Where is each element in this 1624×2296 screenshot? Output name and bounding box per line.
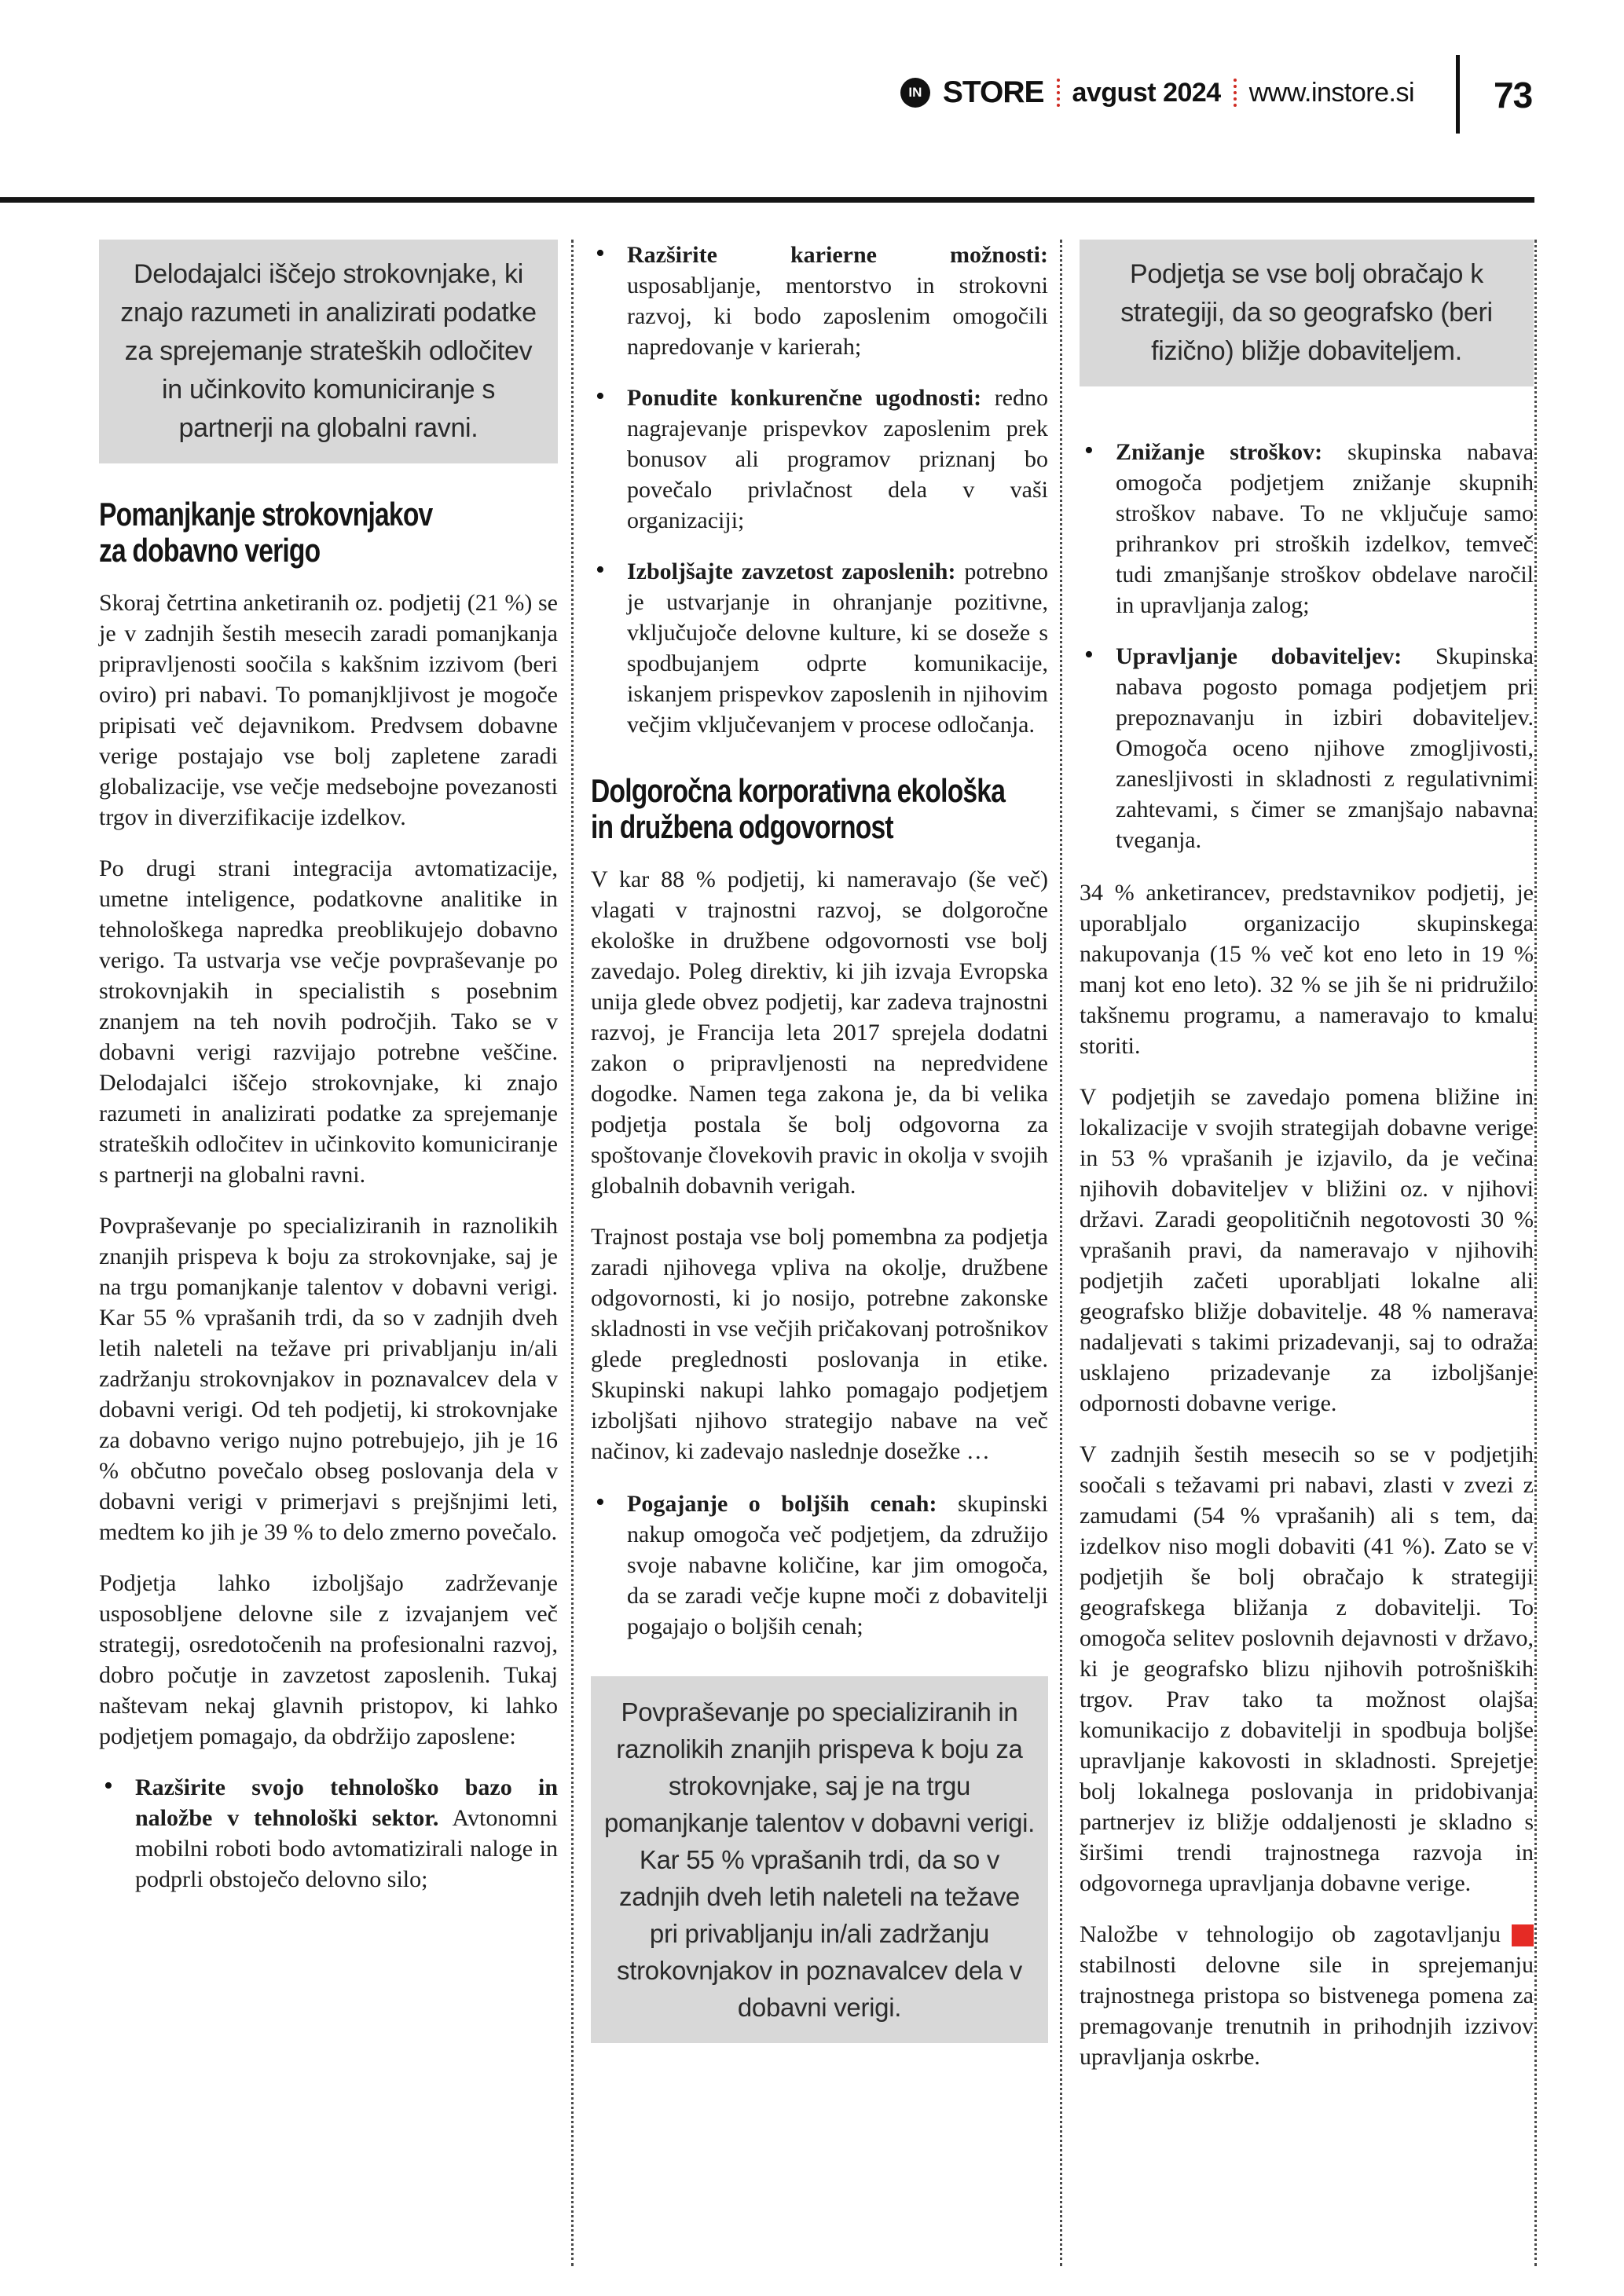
bullet-item	[1080, 641, 1534, 855]
column-3	[1080, 240, 1534, 2072]
column-2	[591, 240, 1048, 2043]
bullet-item	[591, 1489, 1048, 1642]
pull-quote: Delodajalci iščejo strokovnjake, ki znajo razumeti in analizirati podatke za sprejemanje strateških odločitev in učinkovito komuniciranje s partnerji na globalni ravni.	[99, 240, 558, 463]
paragraph-text: Naložbe v tehnologijo ob zagotavljanju stabilnosti delovne sile in sprejemanju trajnostnega pristopa so bistvenega pomena za premagovanje trenutnih in prihodnjih izzivov upravljanja oskrbe.	[1080, 1921, 1534, 2070]
bullet-dot-icon: •	[104, 1771, 113, 1800]
column-separator	[1060, 240, 1062, 2266]
pull-quote: Povpraševanje po specializiranih in raznolikih znanjih prispeva k boju za strokovnjake, saj je na trgu pomanjkanje talentov v dobavni verigi. Kar 55 % vprašanih trdi, da so v zadnjih dveh letih naleteli na težave pri privabljanju in/ali zadržanju strokovnjakov in poznavalcev dela v dobavni verigi.	[591, 1676, 1048, 2043]
header-vertical-bar	[1456, 55, 1460, 134]
body-paragraph: 34 % anketirancev, predstavnikov podjetij, je uporabljalo organizacijo skupinskega nakupovanja (15 % več kot eno leto in 19 % manj kot eno leto). 32 % se jih še ni pridružilo takšnemu programu, a nameravajo to kmalu storiti.	[1080, 880, 1534, 1059]
body-paragraph: Po drugi strani integracija avtomatizacije, umetne inteligence, podatkovne analitike in tehnološkega napredka preoblikujejo dobavno verigo. Ta ustvarja vse večje povpraševanje po strokovnjakih in specialistih s posebnim znanjem na teh novih področjih. Tako se v dobavni verigi razvijajo potrebne veščine. Delodajalci iščejo strokovnjake, ki znajo razumeti in analizirati podatke za sprejemanje strateških odločitev in učinkovito komuniciranje s partnerji na globalni ravni.	[99, 855, 558, 1188]
bullet-text: usposabljanje, mentorstvo in strokovni razvoj, ki bodo zaposlenim omogočili napredovanje v karierah;	[627, 273, 1048, 360]
body-paragraph: Povpraševanje po specializiranih in raznolikih znanjih prispeva k boju za strokovnjake, saj je na trgu pomanjkanje talentov v dobavni verigi. Kar 55 % vprašanih trdi, da so v zadnjih dveh letih naleteli na težave pri privabljanju in/ali zadržanju strokovnjakov in poznavalcev dela v dobavni verigi. Od teh podjetij, ki strokovnjake za dobavno verigo nujno potrebujejo, jih je 16 % občutno povečalo obseg poslovanja dela v dobavni verigi v primerjavi s prejšnjimi leti, medtem ko jih je 39 % to delo zmerno povečalo.	[99, 1213, 558, 1545]
body-paragraph	[1080, 1919, 1534, 2072]
instore-logo-icon: IN	[900, 78, 930, 108]
bullet-dot-icon: •	[596, 1488, 605, 1517]
bullet-dot-icon: •	[596, 555, 605, 584]
column-1	[99, 240, 558, 1895]
header-red-dotted-divider-icon	[1234, 79, 1237, 107]
header-rule	[0, 197, 1534, 203]
page-header	[900, 75, 1414, 110]
bullet-item	[591, 556, 1048, 740]
issue-date: avgust 2024	[1072, 77, 1221, 108]
body-paragraph: V podjetjih se zavedajo pomena bližine in lokalizacije v svojih strategijah dobavne verige in 53 % vprašanih je izjavilo, da je večina njihovih dobaviteljev v bližini oz. v njihovi državi. Zaradi geopolitičnih negotovosti 30 % vprašanih pravi, da nameravajo v njihovih podjetjih začeti uporabljati lokalne ali geografsko bližje dobavitelje. 48 % namerava nadaljevati s takimi prizadevanji, saj to odraža usklajeno prizadevanje za izboljšanje odpornosti dobavne verige.	[1080, 1084, 1534, 1416]
body-paragraph: V kar 88 % podjetij, ki nameravajo (še več) vlagati v trajnostni razvoj, se dolgoročne ekološke in družbene odgovornosti vse bolj zavedajo. Poleg direktiv, ki jih izvaja Evropska unija glede obvez podjetij, kar zadeva trajnostni razvoj, je Francija leta 2017 sprejela dodatni zakon o pripravljenosti na nepredvidene dogodke. Namen tega zakona je, da bi velika podjetja postala še bolj odgovorna za spoštovanje človekovih pravic in okolja v svojih globalnih dobavnih verigah.	[591, 866, 1048, 1199]
article-end-mark-icon	[1512, 1924, 1534, 1946]
page-number: 73	[1494, 75, 1533, 115]
bullet-item	[99, 1772, 558, 1895]
pull-quote: Podjetja se vse bolj obračajo k strategiji, da so geografsko (beri fizično) bližje dobaviteljem.	[1080, 240, 1534, 386]
bullet-lead: Upravljanje dobaviteljev:	[1116, 643, 1402, 669]
brand-name: STORE	[942, 75, 1044, 109]
bullet-lead: Izboljšajte zavzetost zaposlenih:	[627, 558, 956, 584]
bullet-text: skupinska nabava omogoča podjetjem znižanje skupnih stroškov nabave. To ne vključuje samo prihrankov pri stroških izdelkov, temveč tudi zmanjšanje stroškov obdelave naročil in upravljanja zalog;	[1116, 439, 1534, 618]
bullet-dot-icon: •	[1084, 436, 1094, 465]
column-separator	[571, 240, 574, 2266]
bullet-text: Avtonomni mobilni roboti bodo avtomatizirali naloge in podprli obstoječo delovno silo;	[135, 1805, 558, 1892]
body-paragraph: Skoraj četrtina anketiranih oz. podjetij (21 %) se je v zadnjih šestih mesecih zaradi pomanjkanja pripravljenosti soočila s kakšnim izzivom (beri oviro) pri nabavi. To pomanjkljivost je mogoče pripisati več dejavnikom. Predvsem dobavne verige postajajo vse bolj zapletene zaradi globalizacije, vse večje medsebojne povezanosti trgov in diverzifikacije izdelkov.	[99, 590, 558, 830]
bullet-lead: Ponudite konkurenčne ugodnosti:	[627, 385, 982, 411]
article-heading	[99, 496, 466, 569]
heading-line: Pomanjkanje strokovnjakov	[99, 496, 433, 533]
bullet-item	[591, 383, 1048, 536]
bullet-text: Skupinska nabava pogosto pomaga podjetjem pri prepoznavanju in izbiri dobaviteljev. Omogoča oceno njihove zmogljivosti, zanesljivosti in skladnosti z regulativnimi zahtevami, s čimer se zmanjšajo nabavna tveganja.	[1116, 643, 1534, 853]
heading-line: in družbena odgovornost	[591, 808, 893, 845]
bullet-item	[1080, 437, 1534, 621]
bullet-dot-icon: •	[596, 239, 605, 268]
bullet-lead: Razširite svojo tehnološko bazo in naložbe v tehnološki sektor.	[135, 1774, 558, 1831]
bullet-text: skupinski nakup omogoča več podjetjem, da združijo svoje nabavne količine, kar jim omogoča, da se zaradi večje kupne moči z dobavitelji pogajajo o boljših cenah;	[627, 1491, 1048, 1639]
article-heading	[591, 772, 1006, 845]
bullet-text: redno nagrajevanje prispevkov zaposlenim prek bonusov ali programov priznanj bo povečalo privlačnost dela v vaši organizaciji;	[627, 385, 1048, 533]
heading-line: Dolgoročna korporativna ekološka	[591, 772, 1006, 809]
header-red-dotted-divider-icon	[1057, 79, 1060, 107]
body-paragraph: Podjetja lahko izboljšajo zadrževanje usposobljene delovne sile z izvajanjem več strategij, osredotočenih na profesionalni razvoj, dobro počutje in zavzetost zaposlenih. Tukaj naštevam nekaj glavnih pristopov, ki lahko podjetjem pomagajo, da obdržijo zaposlene:	[99, 1570, 558, 1749]
website-url: www.instore.si	[1248, 77, 1414, 108]
bullet-lead: Pogajanje o boljših cenah:	[627, 1491, 937, 1517]
body-paragraph: Trajnost postaja vse bolj pomembna za podjetja zaradi njihovega vpliva na okolje, družbene odgovornosti, ki jo nosijo, potrebne zakonske skladnosti in vse večjih pričakovanj potrošnikov glede preglednosti poslovanja in etike. Skupinski nakupi lahko pomagajo podjetjem izboljšati njihovo strategijo nabave na več načinov, ki zadevajo naslednje dosežke …	[591, 1224, 1048, 1464]
bullet-lead: Znižanje stroškov:	[1116, 439, 1323, 465]
heading-line: za dobavno verigo	[99, 532, 321, 569]
bullet-text: potrebno je ustvarjanje in ohranjanje pozitivne, vključujoče delovne kulture, ki se doseže s spodbujanjem odprte komunikacije, iskanjem prispevkov zaposlenih in njihovim večjim vključevanjem v procese odločanja.	[627, 558, 1048, 738]
bullet-item	[591, 240, 1048, 362]
bullet-lead: Razširite karierne možnosti:	[627, 242, 1048, 268]
bullet-dot-icon: •	[596, 382, 605, 411]
body-paragraph: V zadnjih šestih mesecih so se v podjetjih soočali s težavami pri nabavi, zlasti v zvezi z zamudami (54 % vprašanih) ali s tem, da izdelkov niso mogli dobaviti (41 %). Zato se v podjetjih še bolj obračajo k strategiji geografskega bližanja z dobavitelji. To omogoča selitev poslovnih dejavnosti v državo, ki je geografsko blizu njihovih potrošniških trgov. Prav tako ta možnost olajša komunikacijo z dobavitelji in spodbuja boljše upravljanje kakovosti in skladnosti. Sprejetje bolj lokalnega poslovanja in pridobivanja partnerjev iz bližje oddaljenosti je skladno s širšimi trendi trajnostnega razvoja in odgovornega upravljanja dobavne verige.	[1080, 1441, 1534, 1896]
column-separator	[1534, 240, 1537, 2266]
bullet-dot-icon: •	[1084, 640, 1094, 669]
